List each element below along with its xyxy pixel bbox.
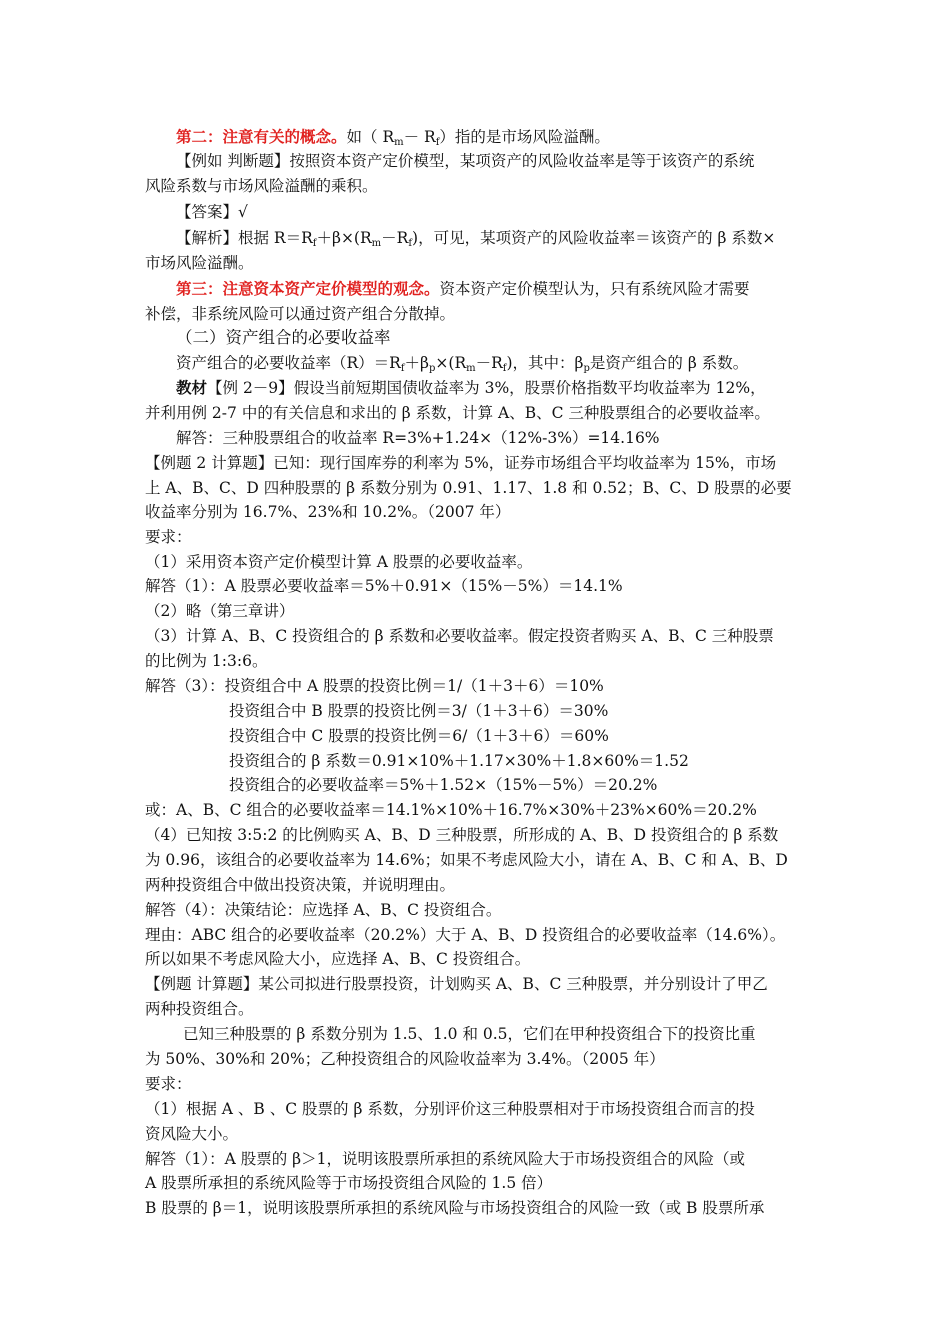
text-run: ）指的是市场风险溢酬。 — [439, 128, 610, 146]
text-run: 如（ R — [346, 128, 395, 146]
text-line-l44 — [145, 1197, 764, 1219]
text-run: 【例题 计算题】某公司拟进行股票投资，计划购买 A、B、C 三种股票，并分别设计了甲乙 — [145, 975, 768, 993]
text-line-l02 — [176, 150, 754, 172]
text-run: 补偿，非系统风险可以通过资产组合分散掉。 — [145, 305, 456, 323]
text-line-l11 — [176, 377, 766, 399]
text-run: ＋β — [404, 354, 430, 372]
text-run: －R — [475, 354, 503, 372]
text-run: 的比例为 1:3:6。 — [145, 652, 268, 670]
subscript: m — [394, 137, 404, 148]
subscript: m — [466, 363, 476, 374]
text-run: 投资组合中 C 股票的投资比例＝6/（1＋3＋6）＝60% — [229, 727, 609, 745]
text-line-l31 — [145, 874, 455, 896]
text-line-l06 — [145, 252, 254, 274]
text-line-l40 — [145, 1098, 755, 1120]
text-line-l30 — [145, 849, 788, 871]
text-run: 【答案】√ — [176, 203, 248, 221]
text-run: 理由：ABC 组合的必要收益率（20.2%）大于 A、B、D 投资组合的必要收益率（14.6%）。 — [145, 926, 786, 944]
subscript: f — [400, 363, 405, 374]
text-line-l27 — [229, 774, 657, 796]
text-run: － R — [403, 128, 436, 146]
text-line-l23 — [145, 675, 604, 697]
text-run: )，可见，某项资产的风险收益率＝该资产的 β 系数× — [412, 229, 776, 247]
text-run: 教材 — [176, 378, 208, 397]
text-run: 是资产组合的 β 系数。 — [589, 354, 749, 372]
text-line-l15 — [145, 477, 792, 499]
subscript: p — [429, 363, 436, 374]
text-run: （1）根据 A 、B 、C 股票的 β 系数，分别评价这三种股票相对于市场投资组合而言的投 — [145, 1100, 755, 1118]
text-line-l03 — [145, 175, 378, 197]
text-line-l18 — [145, 551, 532, 573]
text-line-l38 — [145, 1048, 665, 1070]
text-run: 【解析】根据 R＝R — [176, 229, 313, 247]
text-line-l28 — [145, 799, 757, 821]
text-line-l05 — [176, 227, 775, 249]
text-run: 已知三种股票的 β 系数分别为 1.5、1.0 和 0.5，它们在甲种投资组合下的投资比重 — [183, 1025, 756, 1043]
text-line-l16 — [145, 501, 510, 523]
text-line-l42 — [145, 1148, 745, 1170]
text-run: －R — [381, 229, 409, 247]
text-run: 解答（1）：A 股票必要收益率＝5%＋0.91×（15%－5%）＝14.1% — [145, 577, 623, 595]
text-run: 要求： — [145, 528, 192, 546]
text-run: 为 50%、30%和 20%；乙种投资组合的风险收益率为 3.4%。（2005 年） — [145, 1050, 665, 1068]
text-run: 资风险大小。 — [145, 1125, 239, 1143]
text-line-l39 — [145, 1073, 192, 1095]
text-run: 并利用例 2-7 中的有关信息和求出的 β 系数，计算 A、B、C 三种股票组合的必要收益率。 — [145, 404, 770, 422]
text-run: 为 0.96，该组合的必要收益率为 14.6%；如果不考虑风险大小，请在 A、B、C 和 A、B、D — [145, 851, 788, 869]
text-run: 投资组合的必要收益率＝5%＋1.52×（15%－5%）＝20.2% — [229, 776, 658, 794]
text-run: 两种投资组合。 — [145, 1000, 254, 1018]
subscript: f — [312, 238, 317, 249]
text-line-l26 — [229, 750, 689, 772]
text-run: 解答（3）：投资组合中 A 股票的投资比例＝1/（1＋3＋6）＝10% — [145, 677, 604, 695]
text-run: 资本资产定价模型认为，只有系统风险才需要 — [439, 280, 750, 298]
text-run: 上 A、B、C、D 四种股票的 β 系数分别为 0.91、1.17、1.8 和 0.52；B、C、D 股票的必要 — [145, 479, 792, 497]
text-line-l10 — [176, 352, 748, 374]
subscript: m — [371, 238, 382, 249]
text-run: 收益率分别为 16.7%、23%和 10.2%。（2007 年） — [145, 503, 511, 521]
text-line-l20 — [145, 600, 294, 622]
text-run: （3）计算 A、B、C 投资组合的 β 系数和必要收益率。假定投资者购买 A、B、C 三种股票 — [145, 627, 774, 645]
subscript: f — [502, 363, 507, 374]
text-run: ×(R — [435, 354, 467, 372]
text-run: A 股票所承担的系统风险等于市场投资组合风险的 1.5 倍） — [145, 1174, 553, 1192]
text-line-l04 — [176, 201, 248, 223]
text-run: 【例如 判断题】按照资本资产定价模型，某项资产的风险收益率是等于该资产的系统 — [176, 152, 755, 170]
text-line-l41 — [145, 1123, 238, 1145]
text-run: 解答（4）：决策结论：应选择 A、B、C 投资组合。 — [145, 901, 502, 919]
text-run: ＋β×(R — [316, 229, 372, 247]
text-line-l19 — [145, 575, 623, 597]
text-run: B 股票的 β＝1，说明该股票所承担的系统风险与市场投资组合的风险一致（或 B 股票所承 — [145, 1199, 765, 1217]
text-run: 资产组合的必要收益率（R）＝R — [176, 354, 401, 372]
text-line-l14 — [145, 452, 776, 474]
text-line-l17 — [145, 526, 192, 548]
text-run: 风险系数与市场风险溢酬的乘积。 — [145, 177, 378, 195]
text-line-l29 — [145, 824, 778, 846]
text-line-l24 — [229, 700, 608, 722]
text-line-l32 — [145, 899, 501, 921]
highlight-text: 第三：注意资本资产定价模型的观念。 — [176, 279, 440, 298]
text-run: 【例 2－9】假设当前短期国债收益率为 3%，股票价格指数平均收益率为 12%， — [207, 379, 766, 397]
text-line-l09 — [176, 327, 391, 349]
text-run: （二）资产组合的必要收益率 — [176, 328, 391, 347]
text-run: )，其中：β — [506, 354, 584, 372]
text-run: 或：A、B、C 组合的必要收益率＝14.1%×10%＋16.7%×30%＋23%×60%＝20.2% — [145, 801, 757, 819]
text-line-l33 — [145, 924, 785, 946]
text-line-l25 — [229, 725, 609, 747]
text-run: 两种投资组合中做出投资决策，并说明理由。 — [145, 876, 456, 894]
text-run: （1）采用资本资产定价模型计算 A 股票的必要收益率。 — [145, 553, 533, 571]
text-line-l01 — [176, 126, 610, 148]
text-line-l36 — [145, 998, 254, 1020]
text-run: 解答：三种股票组合的收益率 R=3%+1.24×（12%-3%）=14.16% — [176, 429, 660, 447]
text-line-l22 — [145, 650, 267, 672]
text-run: 投资组合中 B 股票的投资比例＝3/（1＋3＋6）＝30% — [229, 702, 609, 720]
text-line-l21 — [145, 625, 774, 647]
text-run: （4）已知按 3:5:2 的比例购买 A、B、D 三种股票，所形成的 A、B、D 投资组合的 β 系数 — [145, 826, 779, 844]
subscript: p — [583, 363, 590, 374]
highlight-text: 第二：注意有关的概念。 — [176, 127, 347, 146]
text-line-l13 — [176, 427, 660, 449]
text-line-l07 — [176, 278, 750, 300]
text-line-l37 — [183, 1023, 756, 1045]
subscript: f — [408, 238, 413, 249]
text-line-l08 — [145, 303, 455, 325]
text-line-l35 — [145, 973, 768, 995]
text-run: （2）略（第三章讲） — [145, 602, 295, 620]
text-run: 解答（1）：A 股票的 β＞1，说明该股票所承担的系统风险大于市场投资组合的风险（或 — [145, 1150, 745, 1168]
subscript: f — [435, 137, 440, 148]
text-run: 市场风险溢酬。 — [145, 254, 254, 272]
text-run: 要求： — [145, 1075, 192, 1093]
text-line-l34 — [145, 948, 530, 970]
text-line-l43 — [145, 1172, 552, 1194]
text-run: 投资组合的 β 系数＝0.91×10%＋1.17×30%＋1.8×60%＝1.52 — [229, 752, 689, 770]
text-line-l12 — [145, 402, 770, 424]
text-run: 所以如果不考虑风险大小，应选择 A、B、C 投资组合。 — [145, 950, 531, 968]
text-run: 【例题 2 计算题】已知：现行国库券的利率为 5%，证券市场组合平均收益率为 15%，市场 — [145, 454, 777, 472]
